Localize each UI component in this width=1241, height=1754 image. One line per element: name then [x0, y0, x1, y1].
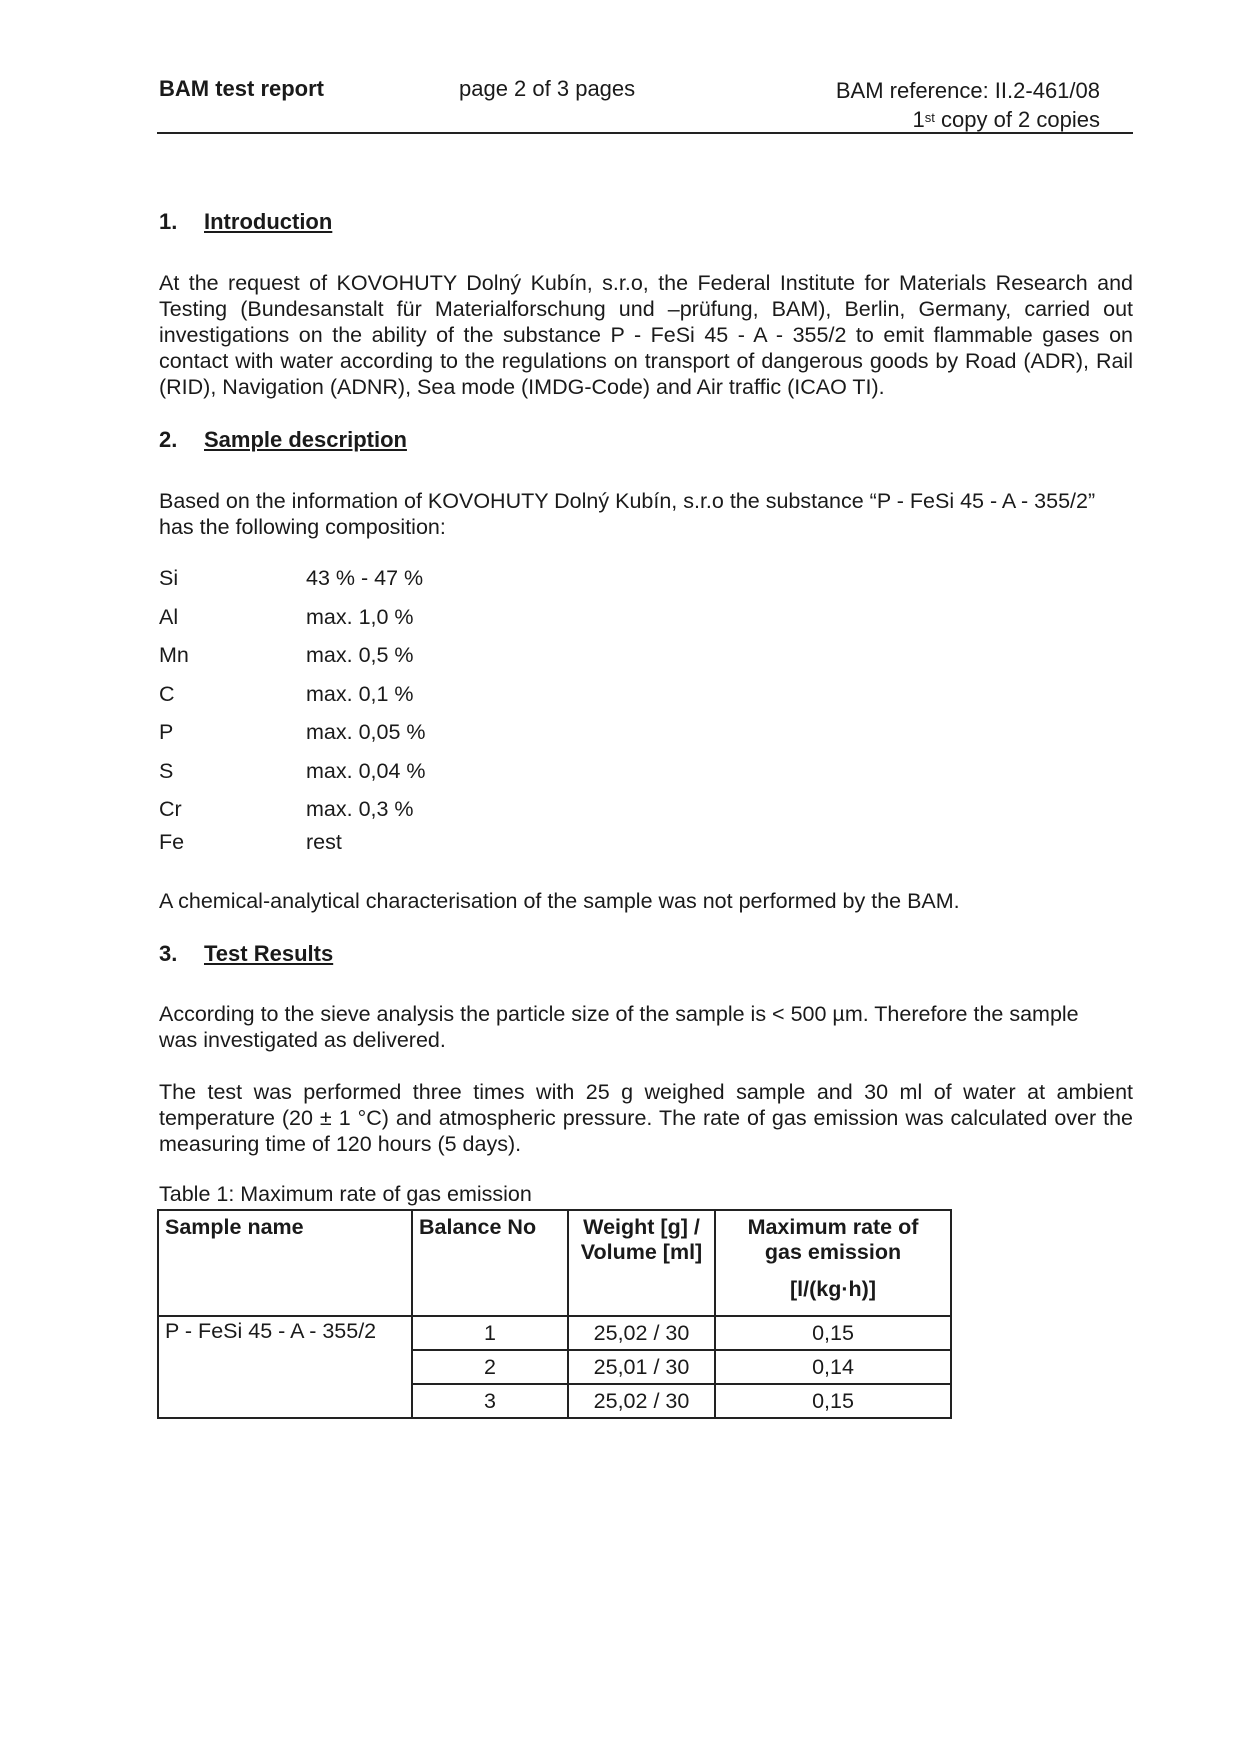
sample-note: A chemical-analytical characterisation of the sample was not performed by the BAM.	[159, 889, 960, 913]
report-title: BAM test report	[159, 76, 325, 101]
header-max-rate: Maximum rate of gas emission [l/(kg·h)]	[715, 1210, 951, 1316]
sample-name-cell: P - FeSi 45 - A - 355/2	[158, 1316, 412, 1418]
copy-info: 1st copy of 2 copies	[912, 107, 1100, 132]
reference-number: BAM reference: II.2-461/08	[835, 78, 1100, 103]
header-divider	[157, 132, 1133, 134]
balance-cell: 2	[412, 1350, 568, 1384]
section-heading-introduction: 1. Introduction	[159, 209, 333, 234]
page-number: page 2 of 3 pages	[459, 76, 636, 101]
header-sample-name: Sample name	[158, 1210, 412, 1316]
results-paragraph-2: The test was performed three times with 25 g weighed sample and 30 ml of water at ambient temperature (20 ± 1 °C) and atmospheric pressure. The rate of gas emission was calculated over the measuring time of 120 hours (5 days).	[159, 1080, 1133, 1156]
intro-paragraph: At the request of KOVOHUTY Dolný Kubín, s.r.o, the Federal Institute for Materials Research and Testing (Bundesanstalt für Materialforschung und –prüfung, BAM), Berlin, Germany, carried out investigations on the ability of the substance P - FeSi 45 - A - 355/2 to emit flammable gases on contact with water according to the regulations on transport of dangerous goods by Road (ADR), Rail (RID), Navigation (ADNR), Sea mode (IMDG-Code) and Air traffic (ICAO TI).	[159, 271, 1133, 399]
table-caption: Table 1: Maximum rate of gas emission	[159, 1182, 532, 1206]
table-header-row	[158, 1210, 951, 1316]
table-row	[158, 1316, 951, 1350]
sample-intro-paragraph: Based on the information of KOVOHUTY Dolný Kubín, s.r.o the substance “P - FeSi 45 - A - 355/2” has the following composition:	[159, 489, 1096, 539]
balance-cell: 1	[412, 1316, 568, 1350]
balance-cell: 3	[412, 1384, 568, 1418]
rate-cell: 0,14	[715, 1350, 951, 1384]
gas-emission-table	[157, 1209, 952, 1419]
weight-volume-cell: 25,01 / 30	[568, 1350, 715, 1384]
document-page: BAM test report page 2 of 3 pages BAM reference: II.2-461/08 1st copy of 2 copies 1. Introduction At the request of KOVOHUTY Dolný Kubín, s.r.o, the Federal Institute for Materials Research and Testing (Bundesanstalt für Materialforschung und –prüfung, BAM), Berlin, Germany, carried out investigations on the ability of the substance P - FeSi 45 - A - 355/2 to emit flammable gases on contact with water according to the regulations on transport of dangerous goods by Road (ADR), Rail (RID), Navigation (ADNR), Sea mode (IMDG-Code) and Air traffic (ICAO TI). 2. Sample description Based on the information of KOVOHUTY Dolný Kubín, s.r.o the substance “P - FeSi 45 - A - 355/2” has the following composition: Si 43 % - 47 % Al max. 1,0 % Mn max. 0,5 % C max. 0,1 % P max. 0,05 % S max. 0,04 % Cr max. 0,3 % Fe rest A chemical-analytical characterisation of the sample was not performed by the BAM. 3. Test Results According to the sieve analysis the particle size of the sample is < 500 µm. Therefore the sample was investigated as delivered. The test was performed three times with 25 g weighed sample and 30 ml of water at ambient temperature (20 ± 1 °C) and atmospheric pressure. The rate of gas emission was calculated over the measuring time of 120 hours (5 days). Table 1: Maximum rate of gas emission Sample name Balance No Weight [g] / Volume [ml] Maximum rate of gas emission [l/(kg·h)] P - FeSi 45 - A - 355/2 1 25,02 / 30 0,15 2 25,01 / 30 0,14 3 25,02 / 30 0,15	[0, 0, 1241, 1754]
weight-volume-cell: 25,02 / 30	[568, 1316, 715, 1350]
reference-block	[836, 76, 1100, 134]
section-heading-test-results: 3. Test Results	[159, 941, 334, 966]
section-heading-sample-description: 2. Sample description	[159, 427, 407, 452]
results-paragraph-1: According to the sieve analysis the particle size of the sample is < 500 µm. Therefore the sample was investigated as delivered.	[159, 1002, 1079, 1052]
header-weight-volume: Weight [g] / Volume [ml]	[568, 1210, 715, 1316]
header-balance-no: Balance No	[412, 1210, 568, 1316]
weight-volume-cell: 25,02 / 30	[568, 1384, 715, 1418]
rate-cell: 0,15	[715, 1384, 951, 1418]
rate-cell: 0,15	[715, 1316, 951, 1350]
